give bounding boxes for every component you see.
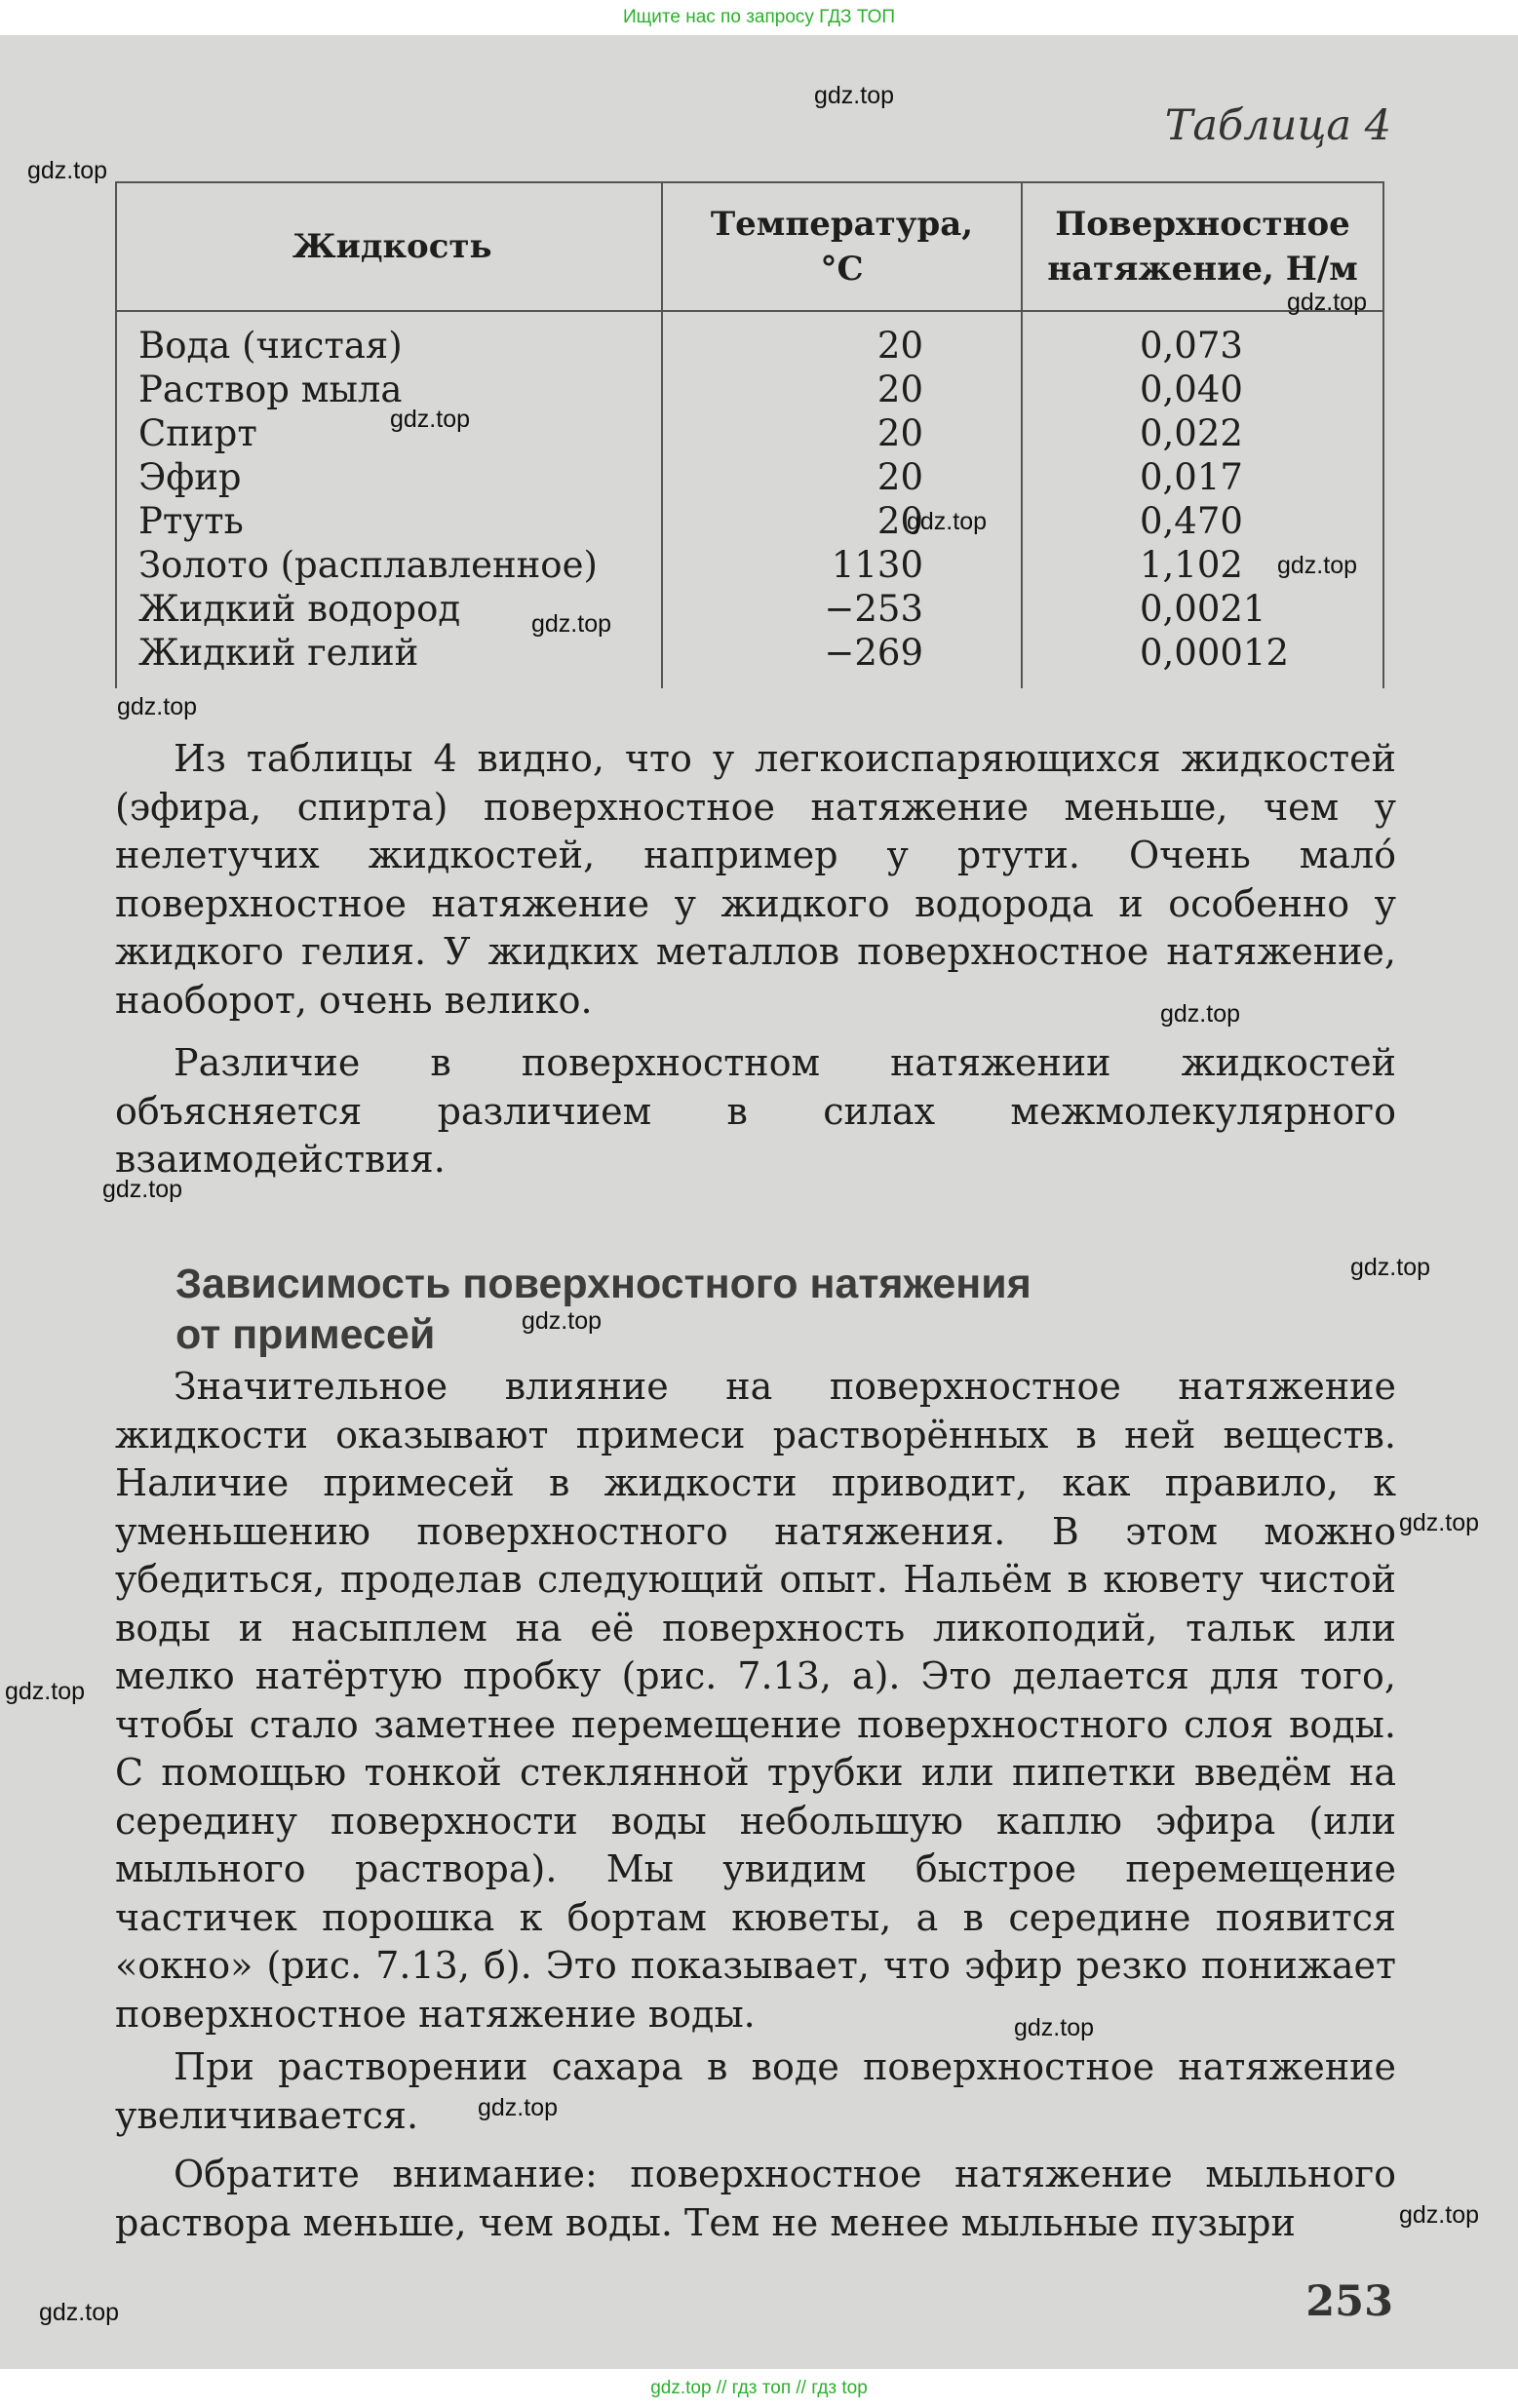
table-row (116, 631, 1383, 688)
watermark: gdz.top (27, 157, 108, 184)
watermark: gdz.top (1287, 289, 1368, 316)
page-number: 253 (1305, 2277, 1393, 2326)
section-heading (175, 1259, 1248, 1360)
paragraph-sugar: При растворении сахара в воде поверхностное натяжение увеличивается. (115, 2045, 1396, 2137)
table-row (116, 368, 1383, 411)
cell-tension: 1,102 (1022, 543, 1383, 587)
table-row (116, 499, 1383, 543)
paragraph-volatility: Из таблицы 4 видно, что у легкоиспаряющихся жидкостей (эфира, спирта) поверхностное натяжение меньше, чем у нелетучих жидкостей, например у ртути. Очень мало́ поверхностное натяжение у жидкого водорода и особенно у жидкого гелия. У жидких металлов поверхностное натяжение, наоборот, очень велико. (115, 737, 1396, 1022)
watermark: gdz.top (1277, 552, 1358, 579)
header-tension-line2: натяжение, Н/м (1047, 250, 1358, 289)
table-caption: Таблица 4 (1164, 101, 1391, 150)
cell-tension: 0,017 (1022, 455, 1383, 499)
cell-liquid: Раствор мыла (116, 368, 662, 411)
header-temperature-line2: °С (820, 250, 864, 289)
watermark: gdz.top (1350, 1254, 1431, 1281)
cell-temperature: 20 (662, 411, 1022, 455)
watermark: gdz.top (1399, 1509, 1480, 1536)
watermark: gdz.top (390, 406, 471, 433)
table-row (116, 587, 1383, 631)
bottom-banner[interactable]: gdz.top // гдз топ // гдз top (0, 2369, 1518, 2408)
watermark: gdz.top (102, 1176, 183, 1203)
watermark: gdz.top (1399, 2201, 1480, 2229)
header-liquid: Жидкость (116, 182, 662, 311)
cell-liquid: Эфир (116, 455, 662, 499)
watermark: gdz.top (814, 82, 895, 109)
cell-liquid: Вода (чистая) (116, 311, 662, 368)
table-row (116, 455, 1383, 499)
cell-tension: 0,0021 (1022, 587, 1383, 631)
watermark: gdz.top (1160, 1000, 1241, 1028)
cell-liquid: Спирт (116, 411, 662, 455)
surface-tension-table (115, 181, 1384, 688)
watermark: gdz.top (117, 693, 198, 720)
cell-temperature: 20 (662, 499, 1022, 543)
watermark: gdz.top (531, 610, 612, 638)
book-page (0, 35, 1518, 2369)
table-row (116, 543, 1383, 587)
watermark: gdz.top (5, 1678, 86, 1705)
table-header-row (116, 182, 1383, 311)
watermark: gdz.top (39, 2299, 120, 2326)
watermark: gdz.top (522, 1307, 603, 1335)
watermark: gdz.top (1014, 2014, 1095, 2041)
paragraph-impurities: Значительное влияние на поверхностное натяжение жидкости оказывают примеси растворённых в ней веществ. Наличие примесей в жидкости приводит, как правило, к уменьшению поверхностного натяжения. В этом можно убедиться, проделав следующий опыт. Нальём в кювету чистой воды и насыплем на её поверхность ликоподий, тальк или мелко натёртую пробку (рис. 7.13, а). Это делается для того, чтобы стало заметнее перемещение поверхностного слоя воды. С помощью тонкой стеклянной трубки или пипетки введём на середину поверхности воды небольшую каплю эфира (или мыльного раствора). Мы увидим быстрое перемещение частичек порошка к бортам кюветы, а в середине появится «окно» (рис. 7.13, б). Это показывает, что эфир резко понижает поверхностное натяжение воды. (115, 1365, 1396, 2036)
cell-temperature: 20 (662, 311, 1022, 368)
header-tension-line1: Поверхностное (1055, 205, 1350, 244)
cell-tension: 0,040 (1022, 368, 1383, 411)
cell-liquid: Ртуть (116, 499, 662, 543)
cell-liquid: Жидкий водород (116, 587, 662, 631)
cell-liquid: Золото (расплавленное) (116, 543, 662, 587)
watermark: gdz.top (907, 508, 988, 535)
header-temperature (662, 182, 1022, 311)
section-heading-line2: от примесей (175, 1311, 436, 1358)
cell-temperature: −253 (662, 587, 1022, 631)
cell-temperature: 20 (662, 455, 1022, 499)
cell-temperature: 20 (662, 368, 1022, 411)
cell-tension: 0,00012 (1022, 631, 1383, 688)
cell-tension: 0,470 (1022, 499, 1383, 543)
table-row (116, 411, 1383, 455)
paragraph-soap-bubbles: Обратите внимание: поверхностное натяжение мыльного раствора меньше, чем воды. Тем не менее мыльные пузыри (115, 2153, 1396, 2244)
cell-tension: 0,022 (1022, 411, 1383, 455)
cell-temperature: −269 (662, 631, 1022, 688)
header-temperature-line1: Температура, (710, 205, 974, 244)
cell-liquid: Жидкий гелий (116, 631, 662, 688)
paragraph-intermolecular: Различие в поверхностном натяжении жидкостей объясняется различием в силах межмолекулярного взаимодействия. (115, 1041, 1396, 1181)
section-heading-line1: Зависимость поверхностного натяжения (175, 1261, 1031, 1307)
cell-tension: 0,073 (1022, 311, 1383, 368)
watermark: gdz.top (478, 2094, 559, 2121)
table-row (116, 311, 1383, 368)
top-banner[interactable]: Ищите нас по запросу ГДЗ ТОП (0, 0, 1518, 35)
cell-temperature: 1130 (662, 543, 1022, 587)
